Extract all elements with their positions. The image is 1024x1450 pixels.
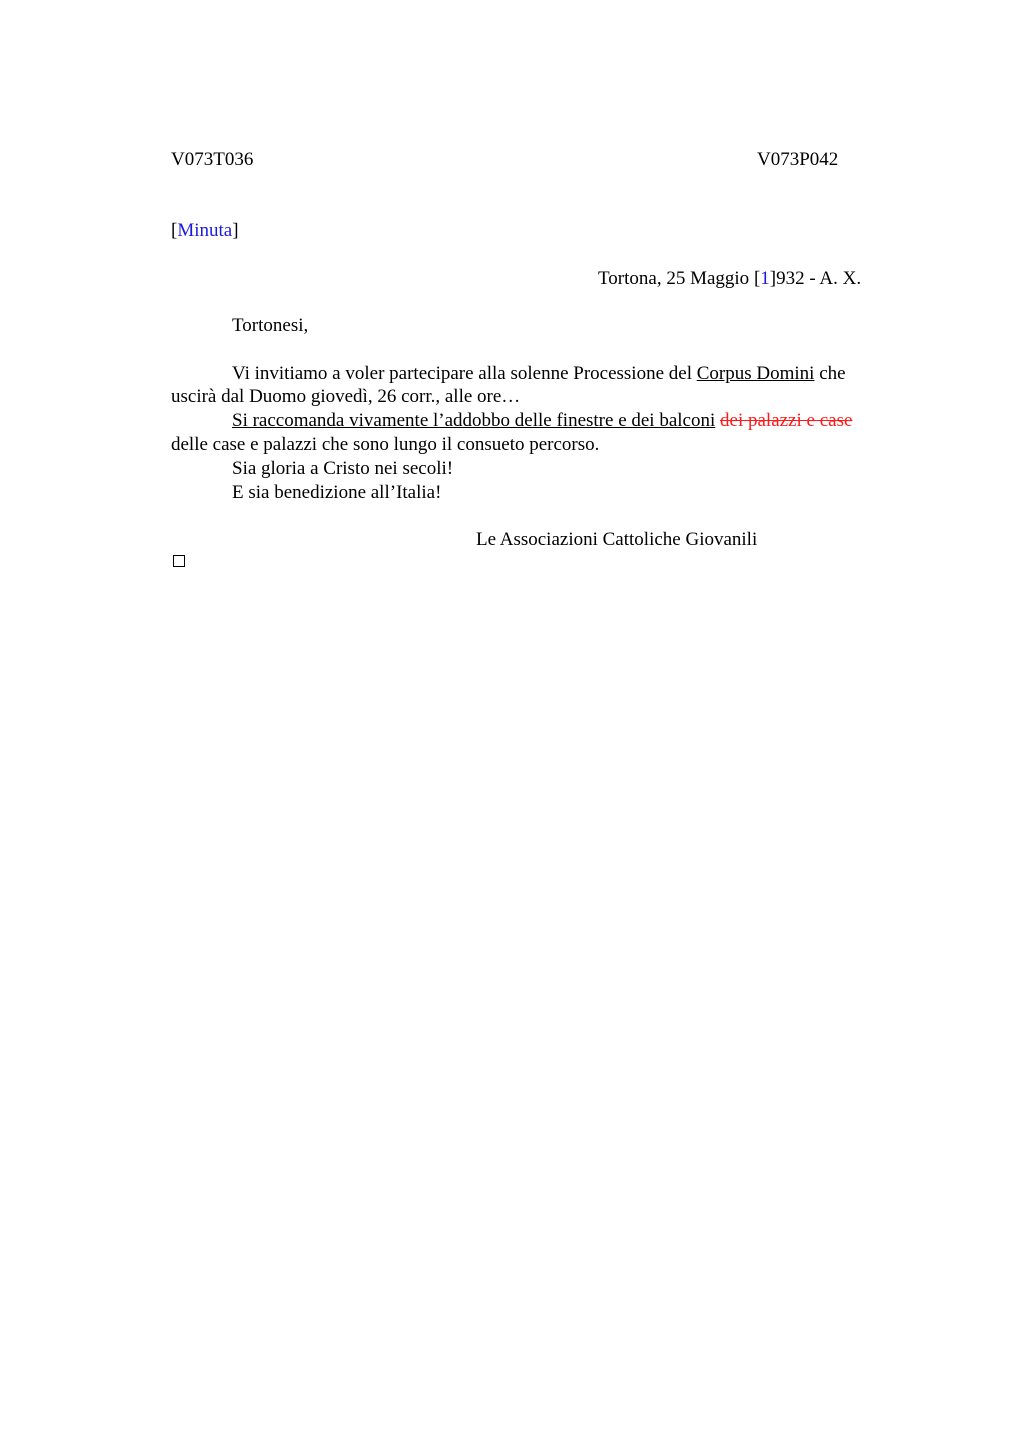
paragraph2-line2: delle case e palazzi che sono lungo il consueto percorso. [171,434,600,455]
header-right-code: V073P042 [757,149,839,170]
paragraph1-after: che [814,363,846,384]
dateline-restored-digit: 1 [760,268,770,289]
paragraph1-line1 [232,364,846,383]
minuta-text: Minuta [177,220,233,241]
dateline-prefix: Tortona, 25 Maggio [598,268,754,289]
dateline-suffix: 932 - A. X. [776,268,862,289]
minuta-label [171,221,239,240]
dateline-open-bracket: [ [753,268,761,289]
checkbox-square-icon [173,555,185,567]
paragraph2-deleted-text: dei palazzi e case [720,410,853,431]
closing-line-2: E sia benedizione all’Italia! [232,482,442,503]
paragraph1-before: Vi invitiamo a voler partecipare alla solenne Processione del [232,363,697,384]
paragraph2-underlined: Si raccomanda vivamente l’addobbo delle finestre e dei balconi [232,410,716,431]
closing-line-1: Sia gloria a Cristo nei secoli! [232,458,454,479]
header-left-code: V073T036 [171,149,254,170]
salutation: Tortonesi, [232,315,309,336]
corpus-domini-underlined: Corpus Domini [696,363,815,384]
dateline-close-bracket: ] [769,268,777,289]
paragraph1-line2: uscirà dal Duomo giovedì, 26 corr., alle ore… [171,386,521,407]
minuta-open-bracket: [ [171,220,178,241]
minuta-close-bracket: ] [232,220,239,241]
dateline [598,269,861,288]
signature: Le Associazioni Cattoliche Giovanili [476,529,758,550]
paragraph2-line1 [232,411,852,430]
